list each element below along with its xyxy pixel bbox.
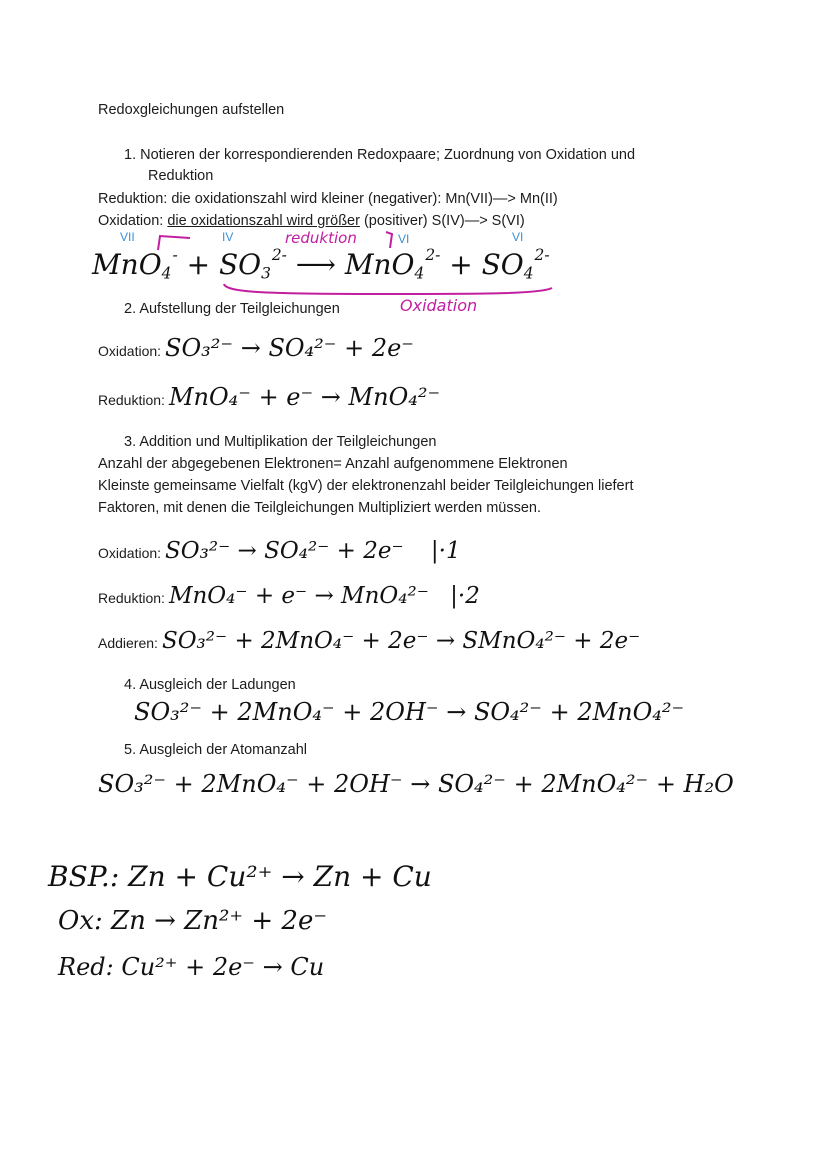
step1-equation (92, 246, 550, 282)
step4-heading: 4. Ausgleich der Ladungen (124, 677, 296, 693)
oxidation-prefix: Oxidation: (98, 213, 168, 229)
step3-line3: Faktoren, mit denen die Teilgleichungen Multipliziert werden müssen. (98, 500, 542, 516)
step1-heading-cont: Reduktion (148, 168, 214, 184)
oxidation-bracket (220, 280, 560, 300)
example-oxidation: Ox: Zn → Zn²⁺ + 2e⁻ (58, 906, 328, 936)
step2-oxidation-row (98, 334, 414, 362)
ox-number-s-right: VI (512, 230, 524, 244)
step2-heading: 2. Aufstellung der Teilgleichungen (124, 301, 340, 317)
ox-number-mn-left: VII (120, 230, 135, 244)
step3-reduktion-row (98, 583, 480, 609)
step3-red-factor: |·2 (450, 583, 480, 609)
step3-addieren-row (98, 628, 640, 654)
step3-ox-equation: SO₃²⁻ → SO₄²⁻ + 2e⁻ (165, 538, 404, 564)
oxidation-annotation: Oxidation (400, 296, 478, 315)
eq-so3-sup: 2- (271, 246, 287, 264)
step3-red-equation: MnO₄⁻ + e⁻ → MnO₄²⁻ (168, 583, 429, 609)
step2-ox-equation: SO₃²⁻ → SO₄²⁻ + 2e⁻ (165, 334, 414, 362)
oxidation-suffix: (positiver) S(IV)—> S(VI) (359, 213, 525, 229)
eq-so4-sup: 2- (534, 246, 550, 264)
reduktion-definition: Reduktion: die oxidationszahl wird kleiner (negativer): Mn(VII)—> Mn(II) (98, 191, 558, 207)
step1-heading: 1. Notieren der korrespondierenden Redoxpaare; Zuordnung von Oxidation und (124, 147, 636, 163)
step2-red-equation: MnO₄⁻ + e⁻ → MnO₄²⁻ (168, 383, 441, 411)
eq-mno4-sub: 4 (161, 264, 172, 283)
step5-equation: SO₃²⁻ + 2MnO₄⁻ + 2OH⁻ → SO₄²⁻ + 2MnO₄²⁻ + H₂O (98, 770, 734, 798)
step3-red-label: Reduktion: (98, 590, 165, 606)
step3-line2: Kleinste gemeinsame Vielfalt (kgV) der elektronenzahl beider Teilgleichungen liefert (98, 478, 634, 494)
example-bsp: BSP.: Zn + Cu²⁺ → Zn + Cu (48, 860, 432, 893)
step3-ox-factor: |·1 (430, 538, 461, 564)
ox-number-mn-right: VI (398, 232, 410, 246)
step3-heading: 3. Addition und Multiplikation der Teilgleichungen (124, 434, 437, 450)
step2-ox-label: Oxidation: (98, 343, 162, 359)
step3-ox-label: Oxidation: (98, 545, 162, 561)
step2-reduktion-row (98, 383, 440, 411)
eq-mno4-product-sup: 2- (425, 246, 441, 264)
eq-mno4: MnO (92, 247, 162, 281)
step3-oxidation-row (98, 538, 461, 564)
step3-add-label: Addieren: (98, 635, 158, 651)
oxidation-underlined: die oxidationszahl wird größer (167, 213, 360, 229)
eq-so4: SO (481, 247, 524, 281)
eq-so3: SO (218, 247, 262, 281)
step4-equation: SO₃²⁻ + 2MnO₄⁻ + 2OH⁻ → SO₄²⁻ + 2MnO₄²⁻ (134, 698, 685, 726)
eq-so4-sub: 4 (523, 264, 534, 283)
eq-plus-2: + (449, 247, 473, 281)
eq-mno4-product-sub: 4 (414, 264, 425, 283)
step3-add-equation: SO₃²⁻ + 2MnO₄⁻ + 2e⁻ → SMnO₄²⁻ + 2e⁻ (161, 628, 641, 654)
reduktion-annotation: reduktion (285, 229, 357, 247)
eq-plus: + (186, 247, 211, 281)
step5-heading: 5. Ausgleich der Atomanzahl (124, 742, 307, 758)
step2-red-label: Reduktion: (98, 392, 165, 408)
eq-arrow: ⟶ (295, 247, 336, 281)
eq-mno4-sup: - (172, 246, 178, 264)
ox-number-s-left: IV (222, 230, 234, 244)
step3-line1: Anzahl der abgegebenen Elektronen= Anzahl aufgenommene Elektronen (98, 456, 568, 472)
example-reduktion: Red: Cu²⁺ + 2e⁻ → Cu (58, 953, 325, 981)
eq-mno4-product: MnO (344, 247, 415, 281)
page-title: Redoxgleichungen aufstellen (98, 102, 285, 118)
eq-so3-sub: 3 (261, 264, 271, 283)
